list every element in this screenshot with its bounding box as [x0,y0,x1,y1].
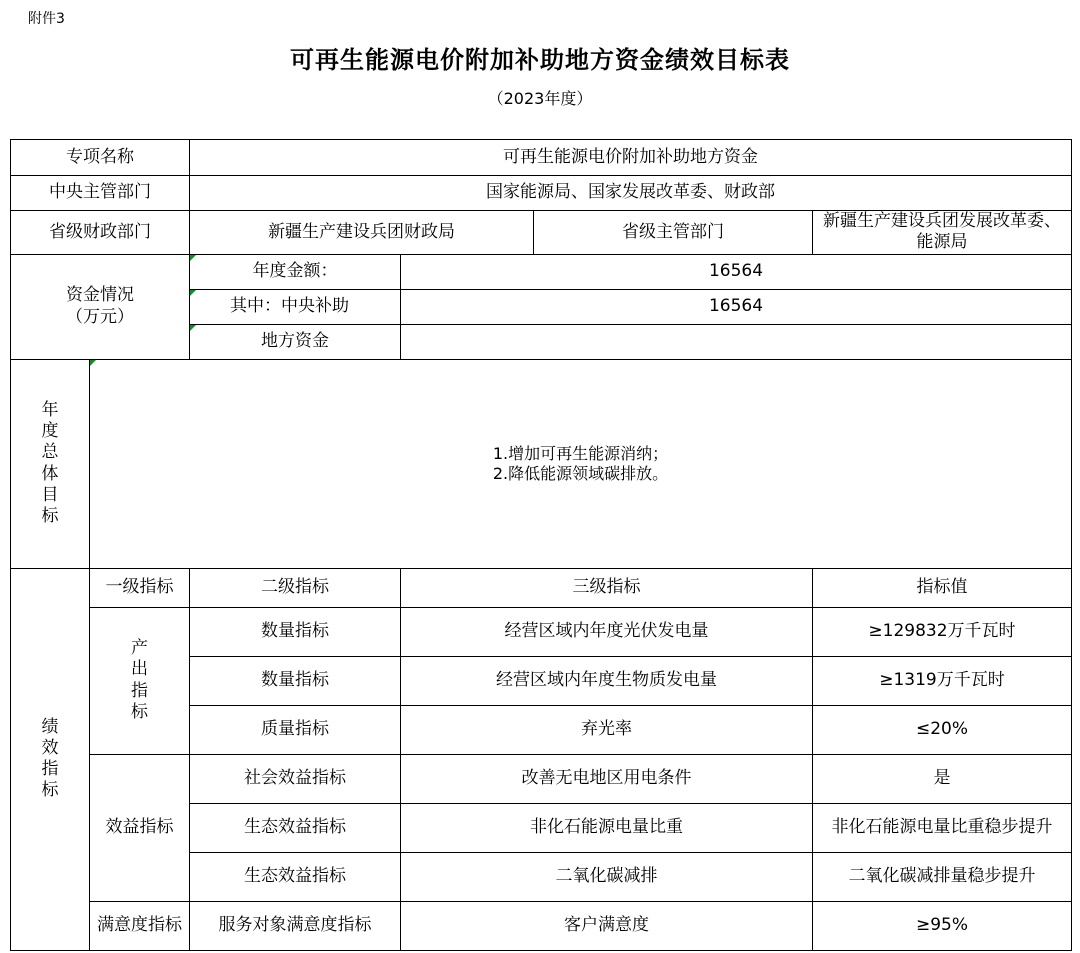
level3-cell: 弃光率 [401,705,813,754]
funds-central-value: 16564 [401,289,1072,324]
row-central-department [11,176,1072,211]
page-title: 可再生能源电价附加补助地方资金绩效目标表 [290,46,790,74]
project-name-value: 可再生能源电价附加补助地方资金 [190,140,1072,176]
funds-local-value [401,324,1072,359]
output-indicators-label: 产 出 指 标 [90,607,190,754]
level2-cell: 生态效益指标 [190,852,401,901]
provincial-finance-label: 省级财政部门 [11,211,190,255]
value-cell: ≥129832万千瓦时 [813,607,1072,656]
header-value: 指标值 [813,568,1072,607]
annual-goal-line-1: 1.增加可再生能源消纳； [492,443,669,463]
provincial-department-label: 省级主管部门 [534,211,813,255]
table-row [11,901,1072,950]
annual-goal-label: 年 度 总 体 目 标 [11,359,90,568]
value-cell: ≤20% [813,705,1072,754]
table-row [11,607,1072,656]
funds-annual-label: 年度金额： [190,254,401,289]
funds-label [11,254,190,359]
level3-cell: 改善无电地区用电条件 [401,754,813,803]
level2-cell: 社会效益指标 [190,754,401,803]
row-annual-goal [11,359,1072,568]
level3-cell: 非化石能源电量比重 [401,803,813,852]
row-funds-annual [11,254,1072,289]
level2-cell: 数量指标 [190,607,401,656]
provincial-department-value: 新疆生产建设兵团发展改革委、能源局 [813,211,1072,255]
funds-central-label: 其中：中央补助 [190,289,401,324]
provincial-finance-value: 新疆生产建设兵团财政局 [190,211,534,255]
level2-cell: 质量指标 [190,705,401,754]
level3-cell: 经营区域内年度生物质发电量 [401,656,813,705]
header-level1: 一级指标 [90,568,190,607]
annual-goal-content [90,359,1072,568]
value-cell: ≥95% [813,901,1072,950]
corner-tick-marker [190,325,196,331]
funds-label-line2: （万元） [66,306,134,327]
funds-local-label: 地方资金 [190,324,401,359]
funds-label-line1: 资金情况 [66,285,134,306]
performance-target-table [10,139,1072,951]
performance-indicators-label: 绩 效 指 标 [11,568,90,950]
value-cell: ≥1319万千瓦时 [813,656,1072,705]
corner-tick-marker [190,290,196,296]
header-level3: 三级指标 [401,568,813,607]
attachment-label: 附件3 [28,11,65,27]
level3-cell: 二氧化碳减排 [401,852,813,901]
annual-goal-line-2: 2.降低能源领域碳排放。 [492,463,669,483]
project-name-label: 专项名称 [11,140,190,176]
level3-cell: 经营区域内年度光伏发电量 [401,607,813,656]
header-level2: 二级指标 [190,568,401,607]
corner-tick-marker [190,255,196,261]
satisfaction-indicators-label: 满意度指标 [90,901,190,950]
level2-cell: 数量指标 [190,656,401,705]
value-cell: 是 [813,754,1072,803]
value-cell: 二氧化碳减排量稳步提升 [813,852,1072,901]
level3-cell: 客户满意度 [401,901,813,950]
value-cell: 非化石能源电量比重稳步提升 [813,803,1072,852]
corner-tick-marker [90,360,96,366]
page-subtitle-year: （2023年度） [487,89,593,108]
row-project-name [11,140,1072,176]
funds-annual-value: 16564 [401,254,1072,289]
row-perf-header [11,568,1072,607]
table-row [11,754,1072,803]
benefit-indicators-label: 效益指标 [90,754,190,901]
level2-cell: 生态效益指标 [190,803,401,852]
row-provincial-departments [11,211,1072,255]
central-department-value: 国家能源局、国家发展改革委、财政部 [190,176,1072,211]
level2-cell: 服务对象满意度指标 [190,901,401,950]
central-department-label: 中央主管部门 [11,176,190,211]
